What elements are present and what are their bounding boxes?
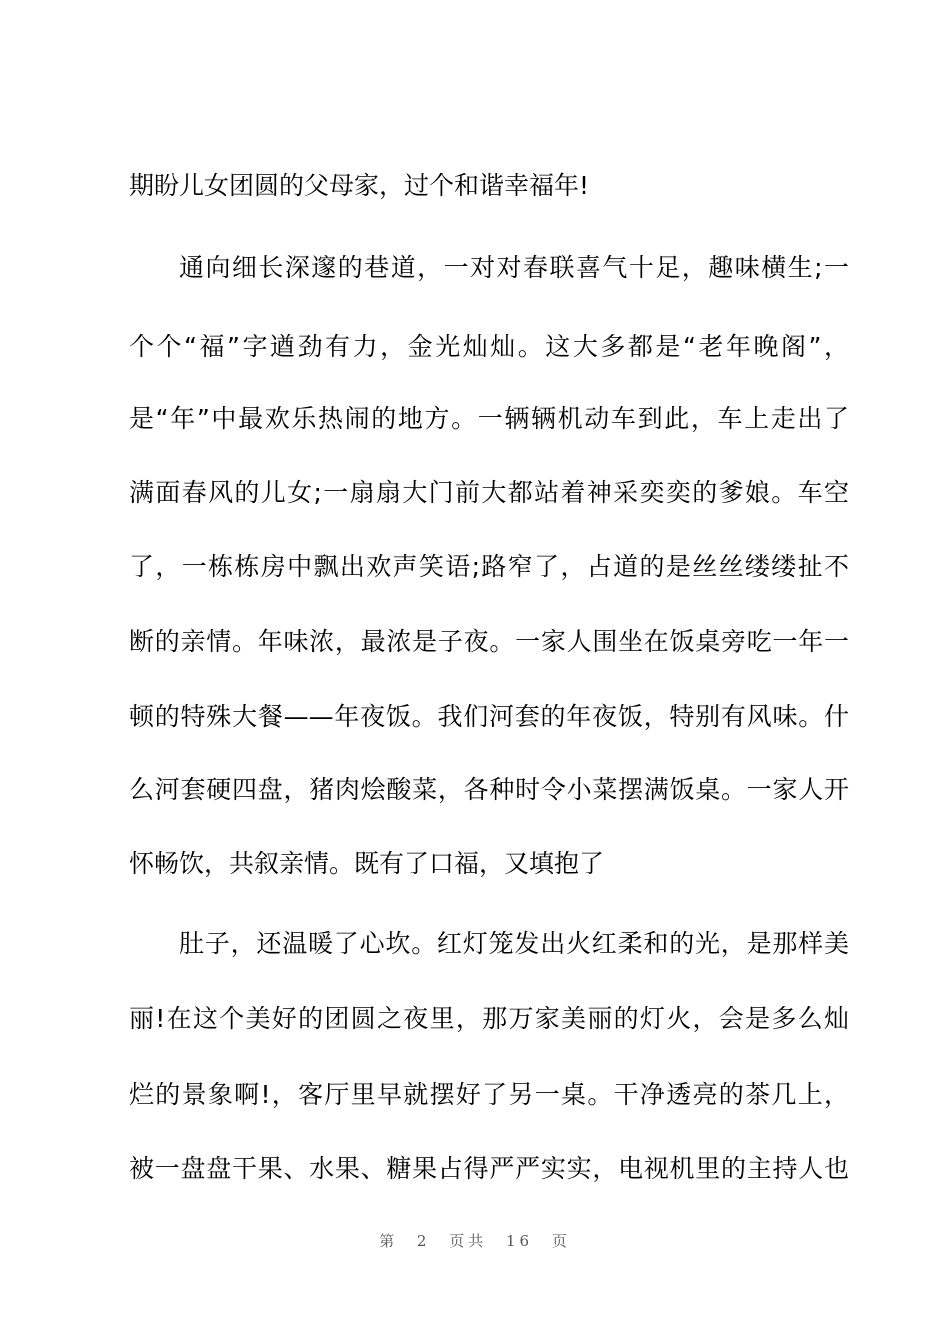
text-line-6: 了，一栋栋房中飘出欢声笑语;路窄了，占道的是丝丝缕缕扯不 (129, 552, 849, 581)
text-line-12: 丽!在这个美好的团圆之夜里，那万家美丽的灯火，会是多么灿 (129, 1004, 849, 1033)
text-line-13: 烂的景象啊!，客厅里早就摆好了另一桌。干净透亮的茶几上， (129, 1080, 849, 1109)
text-line-5: 满面春风的儿女;一扇扇大门前大都站着神采奕奕的爹娘。车空 (129, 478, 849, 507)
text-line-10: 怀畅饮，共叙亲情。既有了口福，又填抱了 (129, 849, 605, 878)
text-line-2: 通向细长深邃的巷道，一对对春联喜气十足，趣味横生;一 (179, 253, 849, 282)
text-line-7: 断的亲情。年味浓，最浓是子夜。一家人围坐在饭桌旁吃一年一 (129, 627, 849, 656)
text-line-4: 是“年”中最欢乐热闹的地方。一辆辆机动车到此，车上走出了 (129, 404, 849, 433)
text-line-8: 顿的特殊大餐——年夜饭。我们河套的年夜饭，特别有风味。什 (129, 702, 849, 731)
text-line-1: 期盼儿女团圆的父母家，过个和谐幸福年! (129, 171, 590, 200)
text-line-11: 肚子，还温暖了心坎。红灯笼发出火红柔和的光，是那样美 (179, 929, 849, 958)
page-number: 第 2 页共 16 页 (379, 1232, 571, 1250)
text-line-14: 被一盘盘干果、水果、糖果占得严严实实，电视机里的主持人也 (129, 1154, 849, 1183)
text-line-9: 么河套硬四盘，猪肉烩酸菜，各种时令小菜摆满饭桌。一家人开 (129, 775, 849, 804)
text-line-3: 个个“福”字遒劲有力，金光灿灿。这大多都是“老年晚阁”， (129, 332, 849, 361)
